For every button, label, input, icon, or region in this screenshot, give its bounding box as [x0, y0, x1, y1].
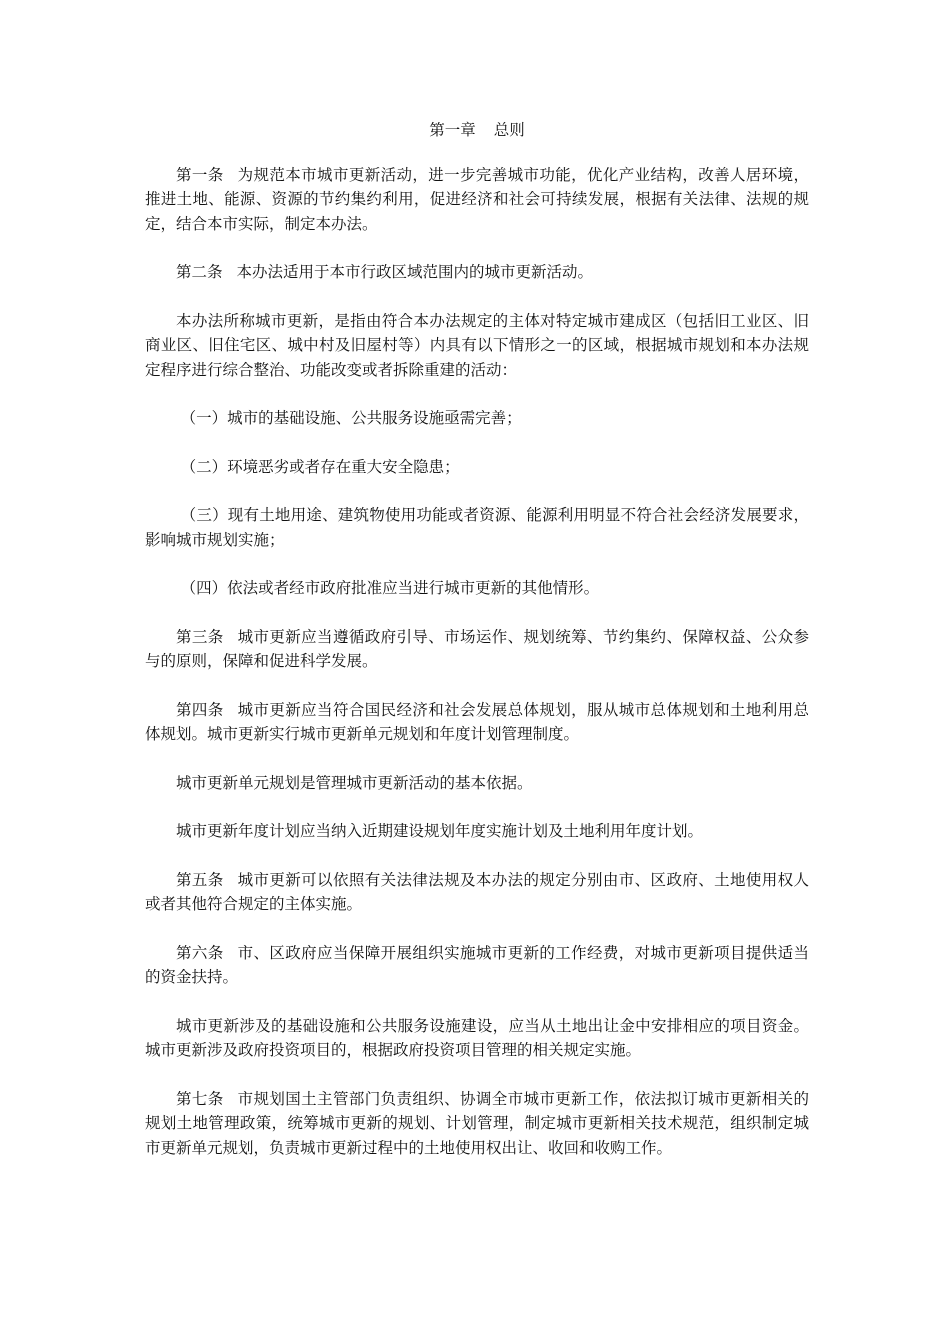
document-page — [145, 118, 809, 1184]
article-label: 第二条 — [176, 263, 223, 281]
article-text: 市、区政府应当保障开展组织实施城市更新的工作经费，对城市更新项目提供适当的资金扶持。 — [145, 943, 809, 986]
chapter-number: 第一章 — [429, 121, 476, 139]
article-label: 第一条 — [176, 165, 224, 184]
article-7 — [145, 1087, 809, 1161]
paragraph-text: 城市更新涉及的基础设施和公共服务设施建设，应当从土地出让金中安排相应的项目资金。城市更新涉及政府投资项目的，根据政府投资项目管理的相关规定实施。 — [145, 1016, 809, 1059]
article-label: 第七条 — [176, 1089, 224, 1108]
list-item — [145, 503, 809, 552]
article-4 — [145, 698, 809, 747]
article-label: 第三条 — [176, 627, 224, 646]
paragraph — [145, 1014, 809, 1063]
list-item — [145, 406, 809, 431]
article-label: 第四条 — [176, 700, 224, 719]
list-item — [145, 455, 809, 480]
paragraph-text: 本办法所称城市更新，是指由符合本办法规定的主体对特定城市建成区（包括旧工业区、旧商业区、旧住宅区、城中村及旧屋村等）内具有以下情形之一的区域，根据城市规划和本办法规定程序进行综合整治、功能改变或者拆除重建的活动： — [145, 311, 809, 379]
article-label: 第五条 — [176, 870, 224, 889]
article-text: 市规划国土主管部门负责组织、协调全市城市更新工作，依法拟订城市更新相关的规划土地管理政策，统筹城市更新的规划、计划管理，制定城市更新相关技术规范，组织制定城市更新单元规划，负责城市更新过程中的土地使用权出让、收回和收购工作。 — [145, 1089, 809, 1157]
article-1 — [145, 163, 809, 237]
list-item — [145, 576, 809, 601]
article-3 — [145, 625, 809, 674]
paragraph — [145, 819, 809, 844]
list-item-text: （三）现有土地用途、建筑物使用功能或者资源、能源利用明显不符合社会经济发展要求，影响城市规划实施； — [145, 506, 809, 549]
list-item-text: （二）环境恶劣或者存在重大安全隐患； — [180, 457, 460, 476]
article-text: 为规范本市城市更新活动，进一步完善城市功能，优化产业结构，改善人居环境，推进土地、能源、资源的节约集约利用，促进经济和社会可持续发展，根据有关法律、法规的规定，结合本市实际，制定本办法。 — [145, 165, 809, 233]
chapter-title: 总则 — [493, 121, 525, 139]
list-item-text: （一）城市的基础设施、公共服务设施亟需完善； — [180, 409, 522, 427]
list-item-text: （四）依法或者经市政府批准应当进行城市更新的其他情形。 — [180, 579, 600, 597]
article-6 — [145, 941, 809, 990]
article-text: 城市更新应当符合国民经济和社会发展总体规划，服从城市总体规划和土地利用总体规划。城市更新实行城市更新单元规划和年度计划管理制度。 — [145, 700, 809, 743]
article-text: 本办法适用于本市行政区域范围内的城市更新活动。 — [236, 263, 594, 281]
article-5 — [145, 868, 809, 917]
article-2 — [145, 260, 809, 285]
article-text: 城市更新应当遵循政府引导、市场运作、规划统筹、节约集约、保障权益、公众参与的原则，保障和促进科学发展。 — [145, 627, 809, 670]
chapter-heading — [145, 118, 809, 143]
article-text: 城市更新可以依照有关法律法规及本办法的规定分别由市、区政府、土地使用权人或者其他符合规定的主体实施。 — [145, 870, 809, 913]
article-label: 第六条 — [176, 943, 224, 962]
paragraph — [145, 771, 809, 796]
paragraph — [145, 309, 809, 383]
paragraph-text: 城市更新年度计划应当纳入近期建设规划年度实施计划及土地利用年度计划。 — [176, 822, 704, 840]
paragraph-text: 城市更新单元规划是管理城市更新活动的基本依据。 — [176, 773, 533, 792]
